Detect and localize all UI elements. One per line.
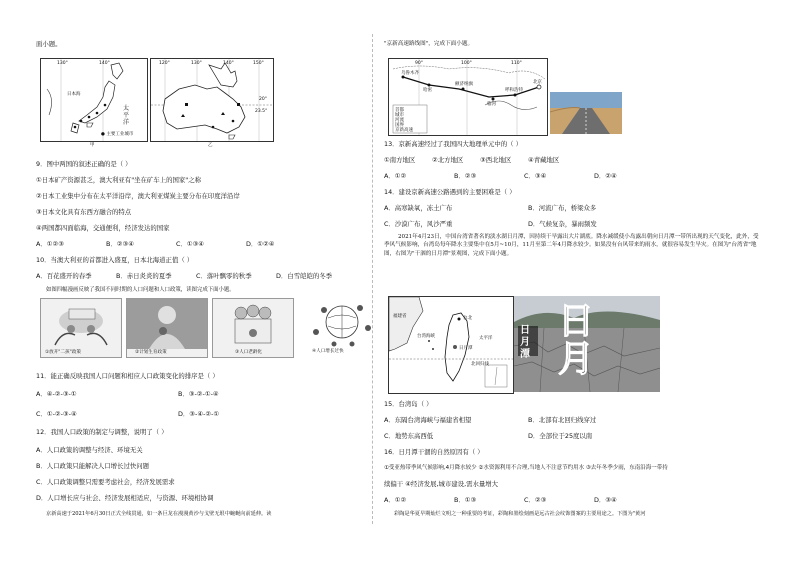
q9-option: ①日本矿产资源甚乏，澳大利亚有"坐在矿车上的国家"之称 [36,176,201,184]
legend-item: 国界 [395,123,404,128]
photo-big-text: 日 [558,301,595,342]
q15-choice-c[interactable]: C．地势东高西低 [384,432,434,440]
photo-text: 日 [520,325,530,336]
highway-photo [550,92,622,134]
poster-label: ③人口老龄化 [235,350,263,355]
city-label: 北京 [533,80,542,85]
city-label: 呼和浩特 [505,88,523,93]
lat-label: 20° [259,97,267,102]
map-label: 台北 [463,316,472,321]
route-map [388,58,548,136]
map-label: 日月潭 [459,346,473,351]
city-label: 乌鲁木齐 [401,71,419,76]
q14-choice-a[interactable]: A．高寒缺氧，冻土广布 [384,204,453,212]
lon-label: 140° [99,61,110,66]
map-label: 太平洋 [479,336,493,341]
q9-choice-d[interactable]: D．①②④ [246,240,275,248]
q14-choice-c[interactable]: C．沙漠广布，风沙严重 [384,220,453,228]
australia-map [150,58,274,142]
q14-stem: 14．建设京新高速公路遇到的主要困难是（ ） [384,188,516,196]
q11-choice-c[interactable]: C．①-②-③-④ [36,410,77,418]
poster-1-drawing [41,299,121,349]
q9-option: ②日本工业集中分布在太平洋沿岸，澳大利亚煤炭主要分布在印度洋沿岸 [36,192,240,200]
lon-label: 100° [461,61,472,66]
intro2: 如图四幅漫画反映了我国不同时期的人口问题和人口政策，读图完成下面小题。 [46,287,235,293]
lon-label: 130° [191,61,202,66]
q9-stem: 9．图中两国的叙述正确的是（ ） [36,160,132,168]
place-label: 日本海 [67,92,81,97]
q12-stem: 12．我国人口政策的制定与调整，说明了（ ） [36,428,168,436]
q9-choice-a[interactable]: A．①②③ [36,240,64,248]
q13-option: ③西北地区 [480,156,512,164]
q14-choice-d[interactable]: D．气候复杂，暴雨频发 [528,220,597,228]
australia-map-drawing [151,59,273,141]
map-label: 台湾海峡 [417,334,435,339]
q11-choice-b[interactable]: B．③-②-①-④ [178,390,219,398]
photo-big-text: 月 [558,339,595,380]
q15-choice-b[interactable]: B．北部有北回归线穿过 [528,416,597,424]
poster-label: ④人口增长过快 [312,349,344,354]
q11-stem: 11．能正确反映我国人口问题和相应人口政策变化的排序是（ ） [36,372,219,380]
intro-tail: 面小题。 [36,40,62,48]
q12-option-d[interactable]: D．人口增长应与社会、经济发展相适应，与资源、环境相协调 [36,494,214,502]
q9-option: ③日本文化具有东西方融合的特点 [36,208,132,216]
bottom-passage: 京新高速于2021年6月30日正式全线贯通，如一条巨龙在漫漫黄沙与戈壁无垠中蜿蜒向前延伸。读 [46,511,272,517]
q13-option: ②北方地区 [432,156,464,164]
lon-label: 120° [159,61,170,66]
q13-choice-c[interactable]: C．③④ [524,172,547,180]
japan-map-drawing [41,59,147,141]
map-legend: ● 主要工业城市 [101,132,134,137]
lon-label: 140° [223,61,234,66]
q16-choice-b[interactable]: B．①③ [454,496,477,504]
q11-choice-a[interactable]: A．④-②-③-① [36,390,77,398]
taiwan-map-drawing [389,297,513,393]
q16-choice-c[interactable]: C．②③ [524,496,547,504]
q13-option: ④青藏地区 [528,156,560,164]
q13-choice-d[interactable]: D．②④ [594,172,617,180]
poster-2 [126,298,208,358]
map-label: 福建省 [393,314,407,319]
q10-choice-d[interactable]: D．白雪皑皑的冬季 [276,272,333,280]
map-label: 北回归线 [471,362,489,367]
legend-item: 首都 [395,108,404,113]
city-label: 哈密 [423,88,432,93]
dry-lake-photo [514,296,660,392]
legend-item: 河流 [395,118,404,123]
city-label: 额济纳旗 [455,82,473,87]
q10-stem: 10．当澳大利亚的首都进入盛夏，日本北海道正值（ ） [36,256,194,264]
lon-label: 90° [415,61,423,66]
q14-choice-b[interactable]: B．河流广布，桥梁众多 [528,204,597,212]
q9-choice-c[interactable]: C．①③④ [176,240,205,248]
lat-label: 23.5° [255,109,268,114]
poster-label: ②计划生育政策 [135,350,167,355]
q16-stem: 16．日月潭干涸的自然原因有（ ） [384,448,484,456]
passage: 2021年4月23日，中国台湾省著名的淡水湖日月潭，因持续干旱露出大片湖底。降水减缓使小岛露出朝向日月潭一带所出现的天气变化，此外，受季风气候影响，台湾岛每年降水主要集中在5月~10月，11月至第二年4月降水较少。如果没有台风带来的雨水，就很容易发生旱灾。在图为"台湾省"地图，右图为"干涸的日月潭"景观图，完成下面小题。 [384,234,759,257]
column-divider [372,34,373,524]
q13-choice-b[interactable]: B．②③ [454,172,477,180]
q15-choice-d[interactable]: D．全部位于25度以南 [528,432,593,440]
poster-3 [212,298,294,358]
map-caption: 甲 [90,143,95,148]
photo-text: 潭 [520,349,530,360]
q9-choice-b[interactable]: B．②③④ [106,240,134,248]
q15-choice-a[interactable]: A．东隔台湾海峡与福建省相望 [384,416,472,424]
photo-text: 月 [520,337,530,348]
q10-choice-b[interactable]: B．赤日炎炎的夏季 [116,272,172,280]
q12-option-c[interactable]: C．人口政策调整只需要考虑社会，经济发展需求 [36,478,175,486]
poster-label: ①放开"二孩"政策 [45,350,81,355]
q10-choice-c[interactable]: C．落叶飘零的秋季 [196,272,252,280]
lon-label: 150° [253,61,264,66]
map-caption: 乙 [208,143,213,148]
place-label: 太平洋 [123,105,130,126]
q12-option-b[interactable]: B．人口政策只能解决人口增长过快问题 [36,462,150,470]
q16-choice-a[interactable]: A．①② [384,496,407,504]
q13-option: ①南方地区 [384,156,416,164]
q10-choice-a[interactable]: A．百花盛开的春季 [36,272,92,280]
lon-label: 110° [511,61,522,66]
taiwan-map [388,296,514,394]
poster-3-drawing [213,299,293,349]
japan-map [40,58,148,142]
poster-2-drawing [127,299,207,349]
intro: "京新高速路线图"，完成下面小题。 [384,41,474,47]
q13-choice-a[interactable]: A．①② [384,172,407,180]
lon-label: 130° [57,61,68,66]
legend-item: 城市 [395,113,404,118]
highway-photo-drawing [550,92,622,134]
q13-stem: 13．京新高速经过了我国四大地理单元中的（ ） [384,140,522,148]
q16-option: 续偏干 ④经济发展,城市建设,需水量增大 [384,480,499,488]
legend-item: 京新高速 [395,128,413,133]
city-label: 临河 [487,102,496,107]
bottom-passage: 彩陶是华夏早期灿烂文明之一种重要的考证，彩陶和墨绘刻画是远古社会纹饰图案的主要用途之。下图为"黄河 [394,511,646,517]
q9-option: ④两国都四面临海，交通便利，经济发达的国家 [36,224,170,232]
poster-1 [40,298,122,358]
q16-option: ①受亚热带季风气候影响,4月降水较少 ②水资源利用不合理,当地人不注意节约用水 ③去年冬季少雨，东南沿海一带持 [384,465,668,471]
q11-choice-d[interactable]: D．③-④-②-① [178,410,220,418]
q15-stem: 15．台湾岛（ ） [384,400,433,408]
q16-choice-d[interactable]: D．③④ [594,496,617,504]
q12-option-a[interactable]: A．人口政策的调整与经济、环境无关 [36,446,143,454]
